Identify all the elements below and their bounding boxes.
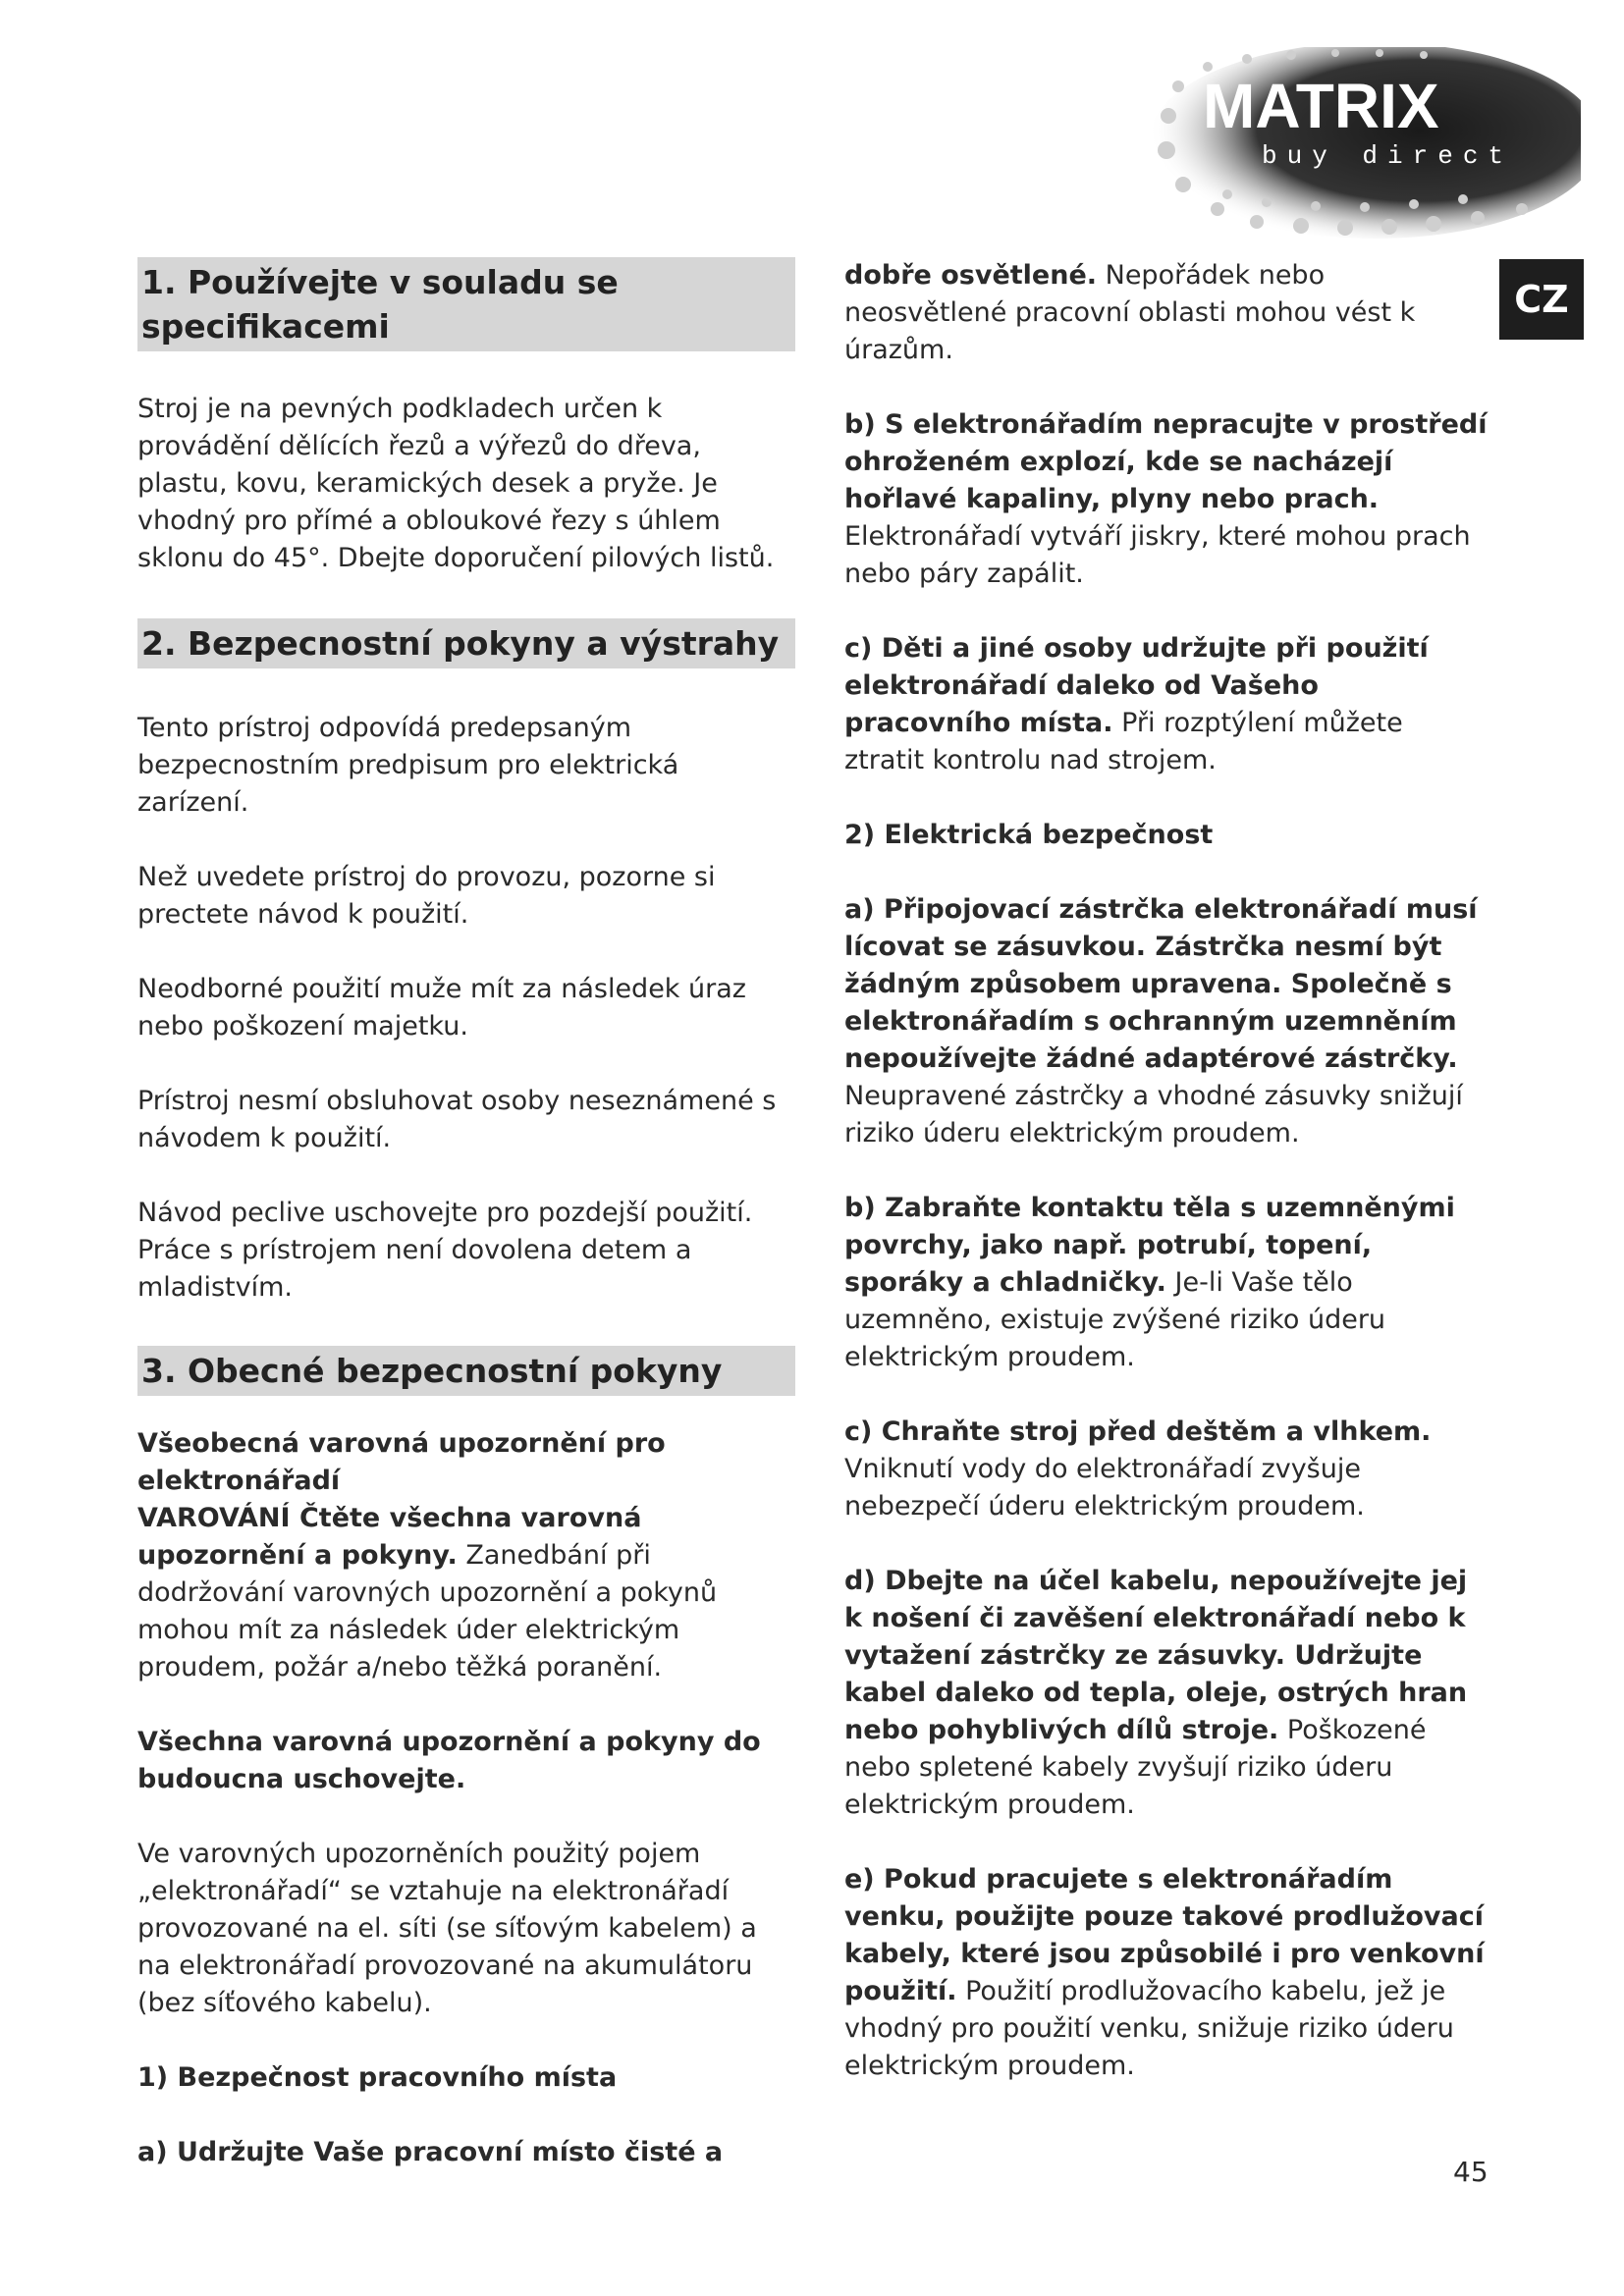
subsection-workplace-safety: 1) Bezpečnost pracovního místa	[137, 2062, 618, 2093]
language-badge: CZ	[1499, 259, 1584, 340]
electrical-item-d-text: Poškozené nebo spletené kabely zvyšují riziko úderu elektrickým proudem.	[844, 1715, 1427, 1820]
paragraph-keep-manual: Návod peclive uschovejte pro pozdejší použití. Práce s prístrojem není dovolena detem a mladistvím.	[137, 1198, 753, 1303]
logo-tagline: buy direct	[1262, 141, 1514, 171]
paragraph-intended-use: Stroj je na pevných podkladech určen k provádění dělících řezů a výřezů do dřeva, plastu, kovu, keramických desek a pryže. Je vhodný pro přímé a obloukové řezy s úhlem sklonu do 45°. Dbejte doporučení pilových listů.	[137, 394, 775, 573]
item-c-bold: c) Děti a jiné osoby udržujte při použití elektronářadí daleko od Vašeho pracovního místa.	[844, 633, 1429, 738]
item-a-continued-text: Nepořádek nebo neosvětlené pracovní oblasti mohou vést k úrazům.	[844, 260, 1416, 365]
right-column	[844, 257, 1488, 2085]
section-heading-1: 1. Používejte v souladu se specifikacemi	[137, 257, 795, 351]
item-b-text: Elektronářadí vytváří jiskry, které mohou prach nebo páry zapálit.	[844, 521, 1471, 589]
warning-paragraph	[137, 1500, 795, 1686]
matrix-logo	[1110, 47, 1581, 243]
electrical-item-c-text: Vniknutí vody do elektronářadí zvyšuje nebezpečí úderu elektrickým proudem.	[844, 1454, 1365, 1522]
electrical-item-c	[844, 1414, 1488, 1525]
item-a-workplace: a) Udržujte Vaše pracovní místo čisté a	[137, 2137, 724, 2167]
keep-warnings: Všechna varovná upozornění a pokyny do budoucna uschovejte.	[137, 1727, 761, 1794]
electrical-item-b-text: Je-li Vaše tělo uzemněno, existuje zvýšené riziko úderu elektrickým proudem.	[844, 1267, 1386, 1372]
electrical-item-e	[844, 1861, 1488, 2085]
warning-bold: VAROVÁNÍ Čtěte všechna varovná upozornění a pokyny.	[137, 1503, 642, 1571]
paragraph-read-manual: Než uvedete prístroj do provozu, pozorne si prectete návod k použití.	[137, 862, 716, 930]
electrical-item-d	[844, 1563, 1488, 1824]
section-heading-2: 2. Bezpecnostní pokyny a výstrahy	[137, 618, 795, 668]
electrical-item-b	[844, 1190, 1488, 1376]
paragraph-safety-regulations: Tento prístroj odpovídá predepsaným bezpecnostním predpisum pro elektrická zarízení.	[137, 713, 679, 818]
electrical-item-c-bold: c) Chraňte stroj před deštěm a vlhkem.	[844, 1416, 1432, 1447]
item-a-continued	[844, 257, 1488, 369]
item-b-explosion	[844, 406, 1488, 593]
warning-title: Všeobecná varovná upozornění pro elektronářadí	[137, 1428, 666, 1496]
electrical-item-a	[844, 891, 1488, 1152]
electrical-item-e-bold: e) Pokud pracujete s elektronářadím venku, použijte pouze takové prodlužovací kabely, které jsou způsobilé i pro venkovní použití.	[844, 1864, 1485, 2006]
electrical-item-a-text: Neupravené zástrčky a vhodné zásuvky snižují riziko úderu elektrickým proudem.	[844, 1081, 1463, 1148]
paragraph-improper-use: Neodborné použití muže mít za následek úraz nebo poškození majetku.	[137, 974, 746, 1041]
section-heading-3: 3. Obecné bezpecnostní pokyny	[137, 1346, 795, 1396]
warning-text: Zanedbání při dodržování varovných upozornění a pokynů mohou mít za následek úder elektrickým proudem, požár a/nebo těžká poranění.	[137, 1540, 718, 1682]
page-number: 45	[1453, 2156, 1489, 2188]
term-definition: Ve varovných upozorněních použitý pojem „elektronářadí“ se vztahuje na elektronářadí provozované na el. síti (se síťovým kabelem) a na elektronářadí provozované na akumulátoru (bez síťového kabelu).	[137, 1839, 757, 2018]
left-column	[137, 257, 795, 2171]
electrical-item-e-text: Použití prodlužovacího kabelu, jež je vhodný pro použití venku, snižuje riziko úderu elektrickým proudem.	[844, 1976, 1454, 2081]
subsection-electrical-safety: 2) Elektrická bezpečnost	[844, 820, 1214, 850]
logo-brand: MATRIX	[1203, 71, 1439, 141]
paragraph-operators: Prístroj nesmí obsluhovat osoby neseznámené s návodem k použití.	[137, 1086, 777, 1153]
item-b-bold: b) S elektronářadím nepracujte v prostředí ohroženém explozí, kde se nacházejí hořlavé kapaliny, plyny nebo prach.	[844, 409, 1488, 514]
item-a-continued-bold: dobře osvětlené.	[844, 260, 1098, 291]
electrical-item-d-bold: d) Dbejte na účel kabelu, nepoužívejte jej k nošení či zavěšení elektronářadí nebo k vytažení zástrčky ze zásuvky. Udržujte kabel daleko od tepla, oleje, ostrých hran nebo pohyblivých dílů stroje.	[844, 1566, 1468, 1745]
electrical-item-a-bold: a) Připojovací zástrčka elektronářadí musí lícovat se zásuvkou. Zástrčka nesmí být žádným způsobem upravena. Společně s elektronářadím s ochranným uzemněním nepoužívejte žádné adaptérové zástrčky.	[844, 894, 1478, 1074]
item-c-children	[844, 630, 1488, 779]
item-c-text: Při rozptýlení můžete ztratit kontrolu nad strojem.	[844, 708, 1403, 775]
electrical-item-b-bold: b) Zabraňte kontaktu těla s uzemněnými povrchy, jako např. potrubí, topení, sporáky a chladničky.	[844, 1193, 1455, 1298]
